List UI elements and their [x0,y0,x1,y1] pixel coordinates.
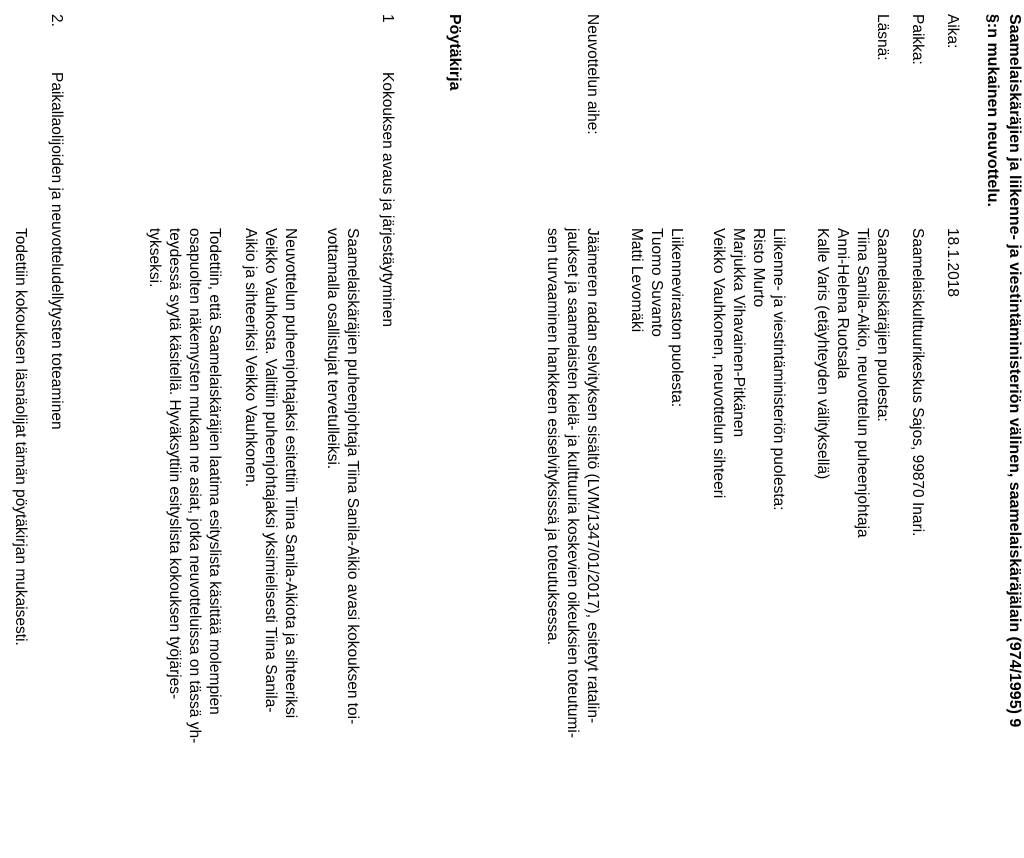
item-1-paragraph-2 [240,228,300,718]
item-2-number: 2. [48,14,65,27]
document-title-line-1: Saamelaiskäräjien ja liikenne- ja viestintäministeriön välinen, saamelaiskäräjälain (974/1995) 9 [1006,14,1023,728]
attendee-line: Marjukka Vihavainen-Pitkänen [730,228,747,438]
paragraph-line: tykseksi. [146,228,163,288]
attendees-liikennevirasto [626,228,686,407]
item-1-heading: Kokouksen avaus ja järjestäytyminen [379,72,396,328]
paragraph-line: Todettiin kokouksen läsnäolijat tämän pöytäkirjan mukaisesti. [12,228,29,646]
aihe-text [542,228,602,738]
attendee-line: Kalle Varis (etäyhteyden välityksellä) [814,228,831,480]
paragraph-line: Aikio ja sihteeriksi Veikko Vauhkonen. [242,228,259,488]
attendee-line: Liikenneviraston puolesta: [668,228,685,408]
item-2-paragraph-1 [10,228,30,646]
aihe-line: Jäämeren radan selvityksen sisältö (LVM/1347/01/2017), esitetyt ratalin- [584,228,601,724]
attendee-line: Tiina Sanila-Aikio, neuvottelun puheenjohtaja [854,228,871,538]
paikka-value: Saamelaiskulttuurikeskus Sajos, 99870 Inari. [909,228,926,537]
attendee-line: Matti Levomäki [628,228,645,333]
item-1-paragraph-3 [144,228,224,743]
attendee-line: Liikenne- ja viestintäministeriön puolesta: [770,228,787,511]
paragraph-line: vottamalla osallistujat tervetulleiksi. [324,228,341,470]
attendees-lvm [708,228,788,511]
aika-value: 18.1.2018 [944,228,961,297]
section-heading: Pöytäkirja [446,14,463,91]
aika-label: Aika: [944,14,961,49]
attendees-saamelaiskarajat [812,228,892,538]
lasna-label: Läsnä: [874,14,891,61]
item-1-paragraph-1 [322,228,362,724]
aihe-label: Neuvottelun aihe: [584,14,601,135]
paragraph-line: Saamelaiskäräjien puheenjohtaja Tiina Sanila-Aikio avasi kokouksen toi- [344,228,361,725]
attendee-line: Risto Murto [750,228,767,308]
item-1-number: 1 [379,14,396,23]
paragraph-line: Neuvottelun puheenjohtajaksi esitettiin Tiina Sanila-Aikiota ja sihteeriksi [282,228,299,719]
paragraph-line: Todettiin, että Saamelaiskäräjien laatima esityslista käsittää molempien [206,228,223,715]
aihe-line: sen turvaaminen hankkeen esiselvityksissä ja toteutuksessa. [544,228,561,645]
aihe-line: jaukset ja saamelaisten kielä- ja kulttuuria koskevien oikeuksien toteutumi- [564,228,581,739]
paragraph-line: teydessä syytä käsitellä. Hyväksyttiin esityslista kokouksen työjärjes- [166,228,183,700]
document-title-line-2: §:n mukainen neuvottelu. [984,14,1001,207]
attendee-line: Tuomo Suvanto [648,228,665,337]
paragraph-line: osapuolten näkemysten mukaan ne asiat, jotka neuvotteluissa on tässä yh- [186,228,203,744]
attendee-line: Veikko Vauhkonen, neuvottelun sihteeri [710,228,727,499]
item-2-heading: Paikallaolijoiden ja neuvotteludellytysten toteaminen [48,72,65,430]
attendee-line: Saamelaiskäräjien puolesta: [874,228,891,422]
paragraph-line: Veikko Vauhkosta. Valittiin puheenjohtajaksi yksimielisesti Tiina Sanila- [262,228,279,713]
paikka-label: Paikka: [909,14,926,65]
attendee-line: Anni-Helena Ruotsala [834,228,851,379]
